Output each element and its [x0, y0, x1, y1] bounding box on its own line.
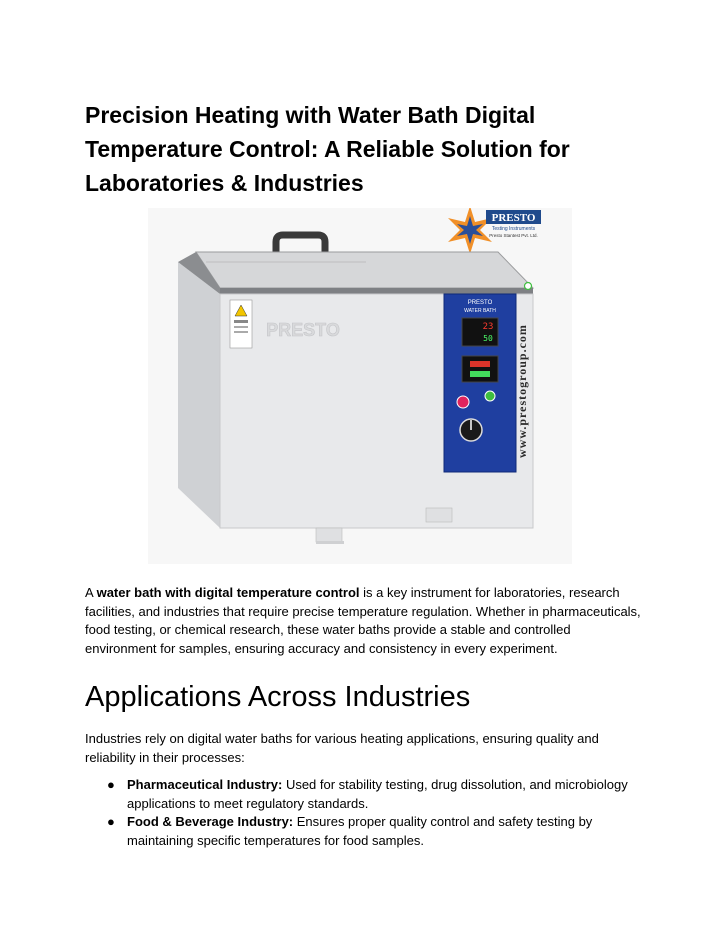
lid-rim: [220, 288, 533, 294]
applications-list: [85, 776, 645, 850]
logo-brand-text: PRESTO: [491, 212, 536, 224]
intro-rest: is a key instrument for laboratories, research facilities, and industries that require precise temperature regulation. Whether in pharmaceuticals, food testing, or chemical research, these water baths provide a stable and controlled environment for samples, ensuring accuracy and consistency in every experiment.: [85, 585, 641, 656]
list-item-text: Used for stability testing, drug dissolution, and microbiology applications to meet regulatory standards.: [127, 777, 628, 811]
bullet-icon: ●: [107, 814, 115, 829]
page-title: Precision Heating with Water Bath Digital Temperature Control: A Reliable Solution for Laboratories & Industries: [85, 102, 570, 196]
product-image-water-bath: [148, 208, 572, 564]
list-item-term: Pharmaceutical Industry:: [127, 777, 283, 792]
foot-left: [316, 528, 342, 542]
timer-controller: [462, 356, 498, 382]
power-indicator-green: [485, 391, 495, 401]
list-item: [85, 813, 645, 850]
logo-tagline-text: Testing Instruments: [491, 226, 536, 232]
intro-paragraph: [85, 584, 645, 658]
display-pv: 23: [482, 322, 494, 332]
website-text: www.prestogroup.com: [515, 324, 529, 458]
section-lead-paragraph: Industries rely on digital water baths for various heating applications, ensuring quality and reliability in their processes:: [85, 731, 599, 765]
panel-brand-text: PRESTO: [467, 300, 493, 306]
intro-bold-term: water bath with digital temperature control: [96, 585, 360, 600]
power-indicator-red: [457, 396, 469, 408]
section-heading: Applications Across Industries: [85, 681, 471, 713]
panel-label-text: WATER BATH: [464, 308, 496, 314]
lid-top: [196, 252, 533, 288]
bullet-icon: ●: [107, 777, 115, 792]
intro-prefix: A: [85, 585, 97, 600]
foot-right: [426, 508, 452, 522]
list-item: [85, 776, 645, 813]
logo-company-text: Presto Stantest Pvt. Ltd.: [489, 233, 538, 238]
list-item-text: Ensures proper quality control and safety testing by maintaining specific temperatures for food samples.: [127, 814, 593, 848]
body-logo-text: PRESTO: [266, 320, 340, 340]
list-item-term: Food & Beverage Industry:: [127, 814, 294, 829]
display-sv: 50: [483, 334, 493, 343]
body-side: [178, 262, 220, 528]
